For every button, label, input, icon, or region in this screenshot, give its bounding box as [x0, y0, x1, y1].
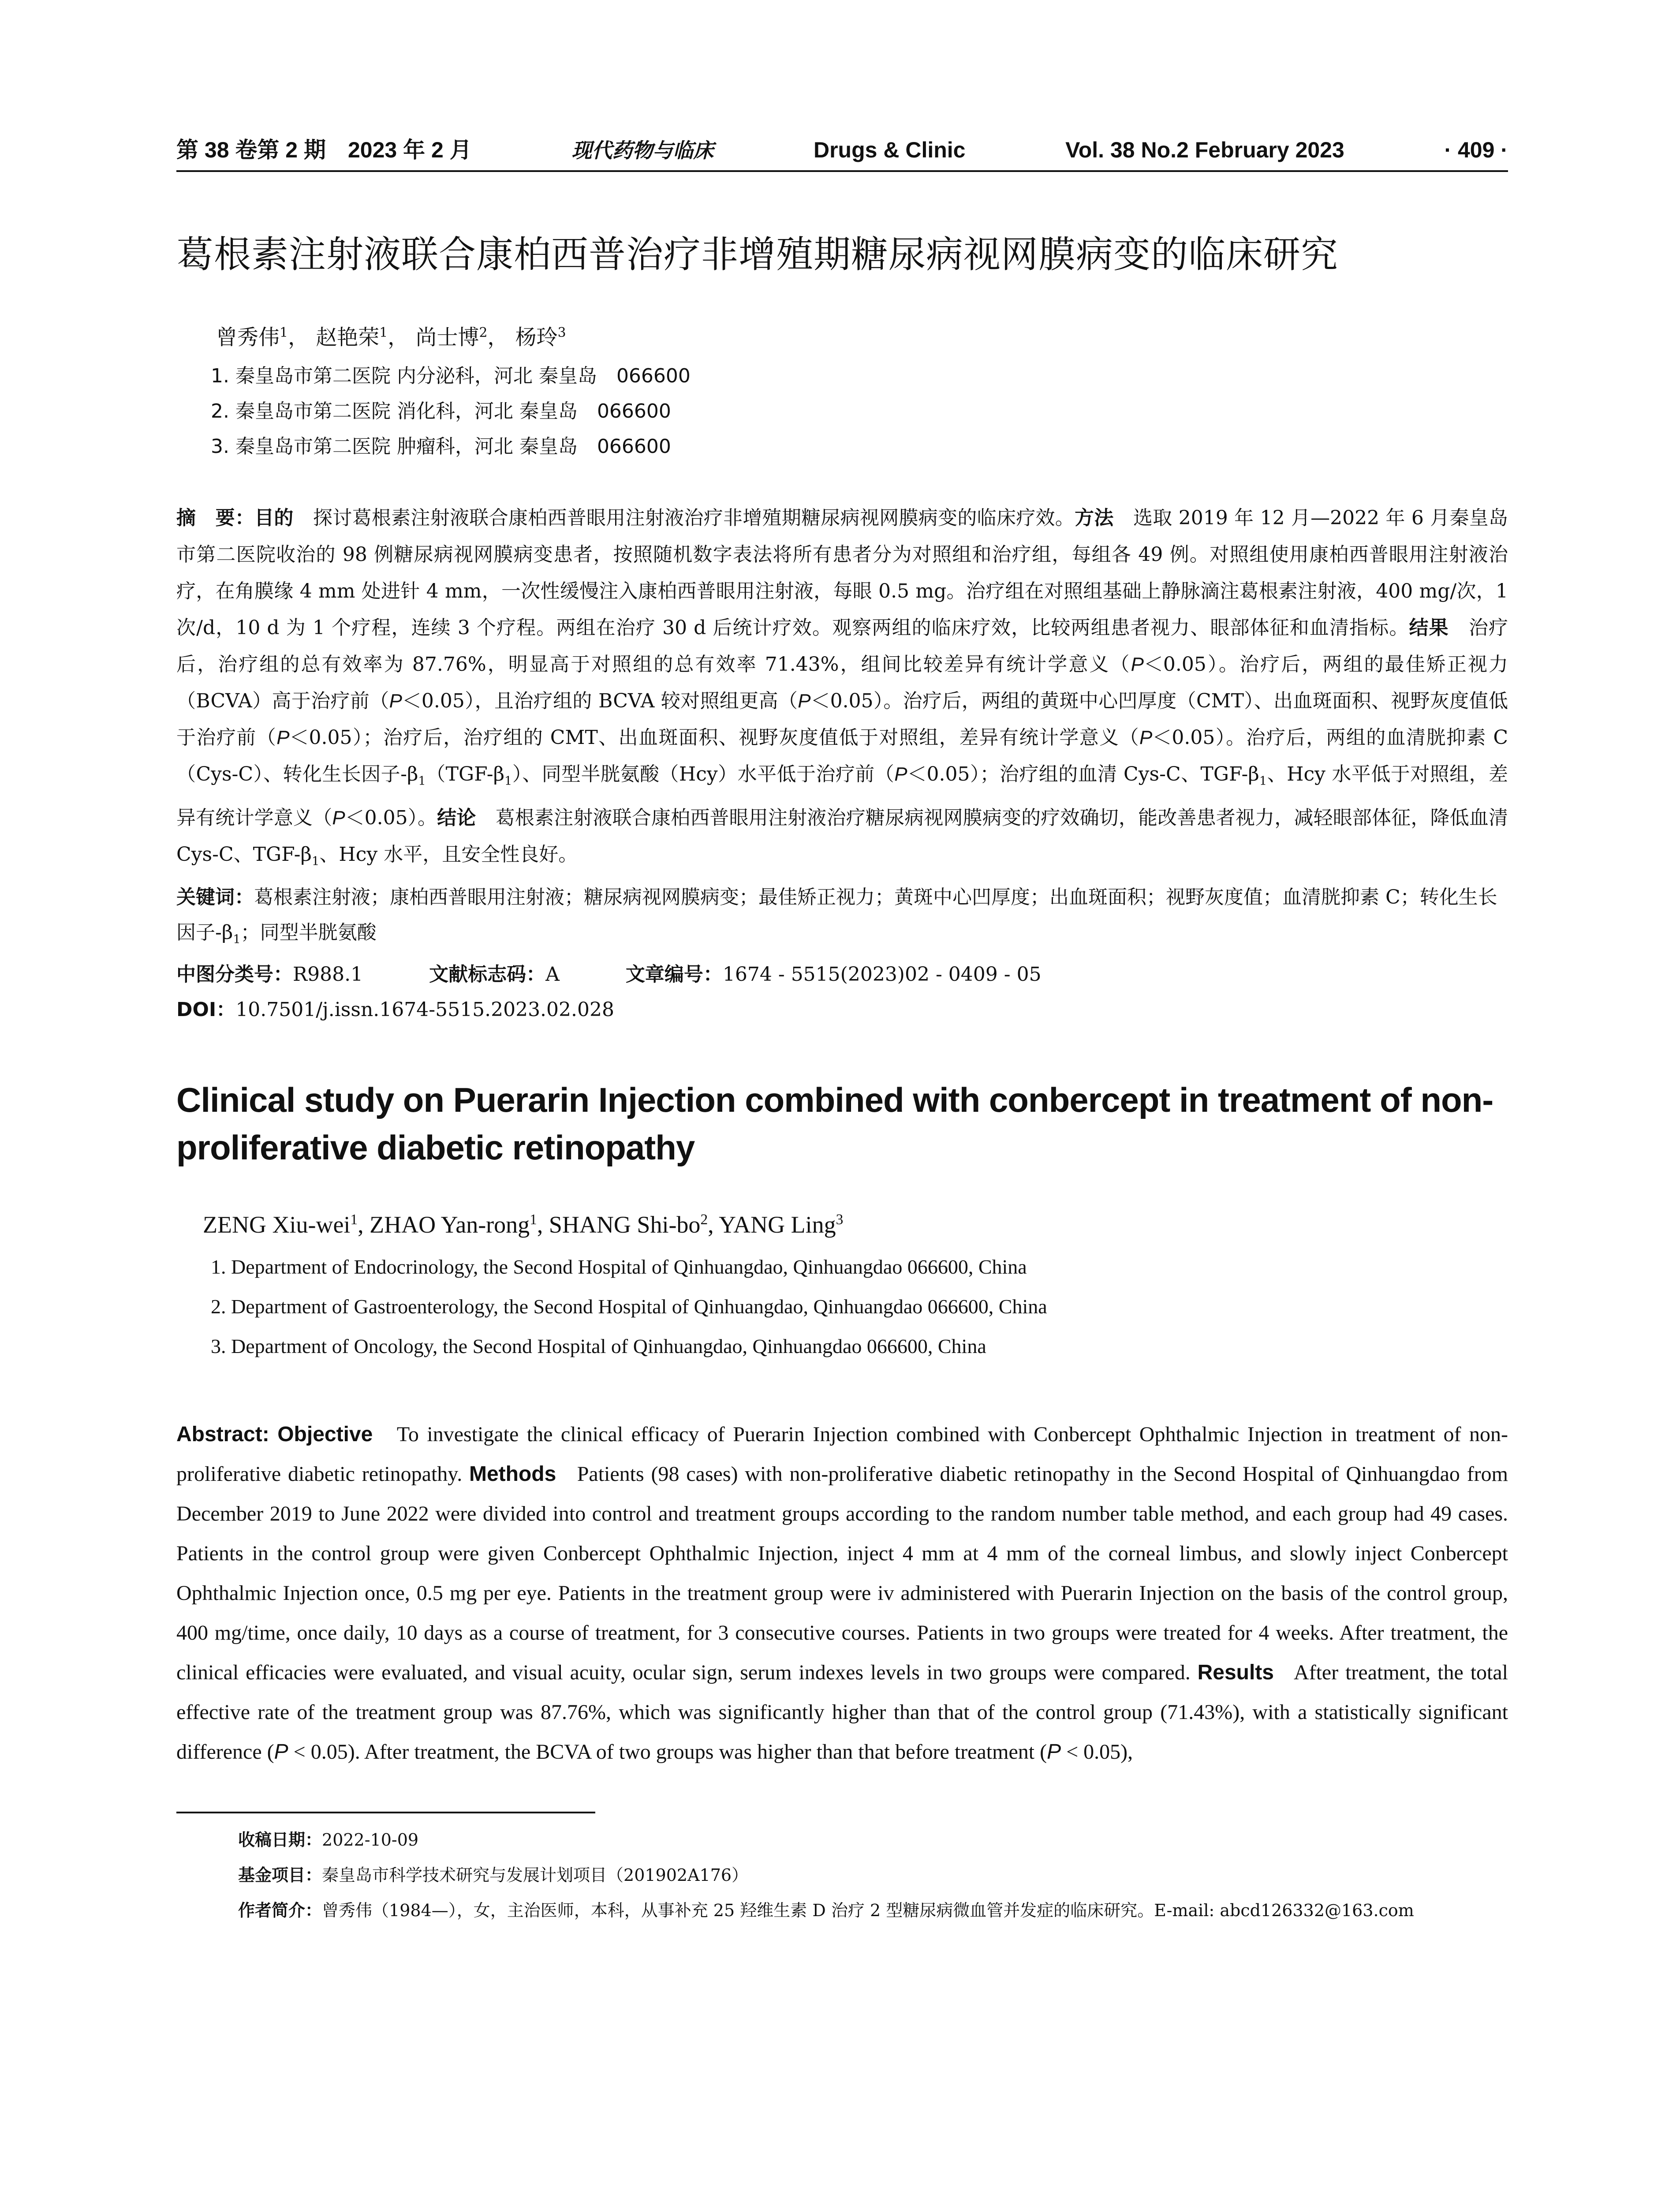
affiliations-en: [176, 1247, 1508, 1366]
abstract-cn: [176, 500, 1508, 880]
footnote-label: 作者简介：: [238, 1901, 322, 1921]
author-name: 尚士博: [415, 325, 479, 350]
objective-label: 目的: [254, 507, 294, 529]
abstract-en: [176, 1415, 1508, 1772]
p-value-symbol: P: [332, 807, 345, 829]
author-sup: 3: [557, 325, 566, 340]
subscript: 1: [504, 774, 512, 788]
abstract-label: 摘 要：: [176, 507, 255, 529]
objective-text: To investigate the clinical efficacy of Puerarin Injection combined with Conbercept Ophthalmic Injection in treatment of non-proliferative diabetic retinopathy.: [176, 1423, 1508, 1486]
abstract-label: Abstract:: [176, 1423, 269, 1446]
keywords-text: ；同型半胱氨酸: [240, 921, 377, 944]
keywords-label: 关键词：: [176, 886, 254, 908]
subscript: 1: [312, 854, 320, 868]
conclusion-label: 结论: [437, 807, 476, 829]
author-sup: 2: [479, 325, 488, 340]
author-sup: 3: [836, 1211, 844, 1228]
footnote-author-bio: [238, 1893, 1508, 1928]
methods-label: Methods: [469, 1462, 556, 1486]
footnote-text: 秦皇岛市科学技术研究与发展计划项目（201902A176）: [322, 1865, 749, 1885]
methods-text: Patients (98 cases) with non-proliferative diabetic retinopathy in the Second Hospital of Qinhuangdao from December 2019 to June 2022 were divided into control and treatment groups according to the random number table method, and each group had 49 cases. Patients in the control group were given Conbercept Ophthalmic Injection, inject 4 mm at 4 mm of the corneal limbus, and slowly inject Conbercept Ophthalmic Injection once, 0.5 mg per eye. Patients in the treatment group were iv administered with Puerarin Injection on the basis of the control group, 400 mg/time, once daily, 10 days as a course of treatment, for 3 consecutive courses. Patients in two groups were treated for 4 weeks. After treatment, the clinical efficacies were evaluated, and visual acuity, ocular sign, serum indexes levels in two groups were compared.: [176, 1462, 1508, 1685]
conclusion-text: 、Hcy 水平，且安全性良好。: [319, 843, 578, 866]
author-name: 赵艳荣: [316, 325, 380, 350]
methods-text: 选取 2019 年 12 月—2022 年 6 月秦皇岛市第二医院收治的 98 例糖尿病视网膜病变患者，按照随机数字表法将所有患者分为对照组和治疗组，每组各 49 例。对照组使用康柏西普眼用注射液治疗，在角膜缘 4 mm 处进针 4 mm，一次性缓慢注入康柏西普眼用注射液，每眼 0.5 mg。治疗组在对照组基础上静脉滴注葛根素注射液，400 mg/次，1 次/d，10 d 为 1 个疗程，连续 3 个疗程。两组在治疗 30 d 后统计疗效。观察两组的临床疗效，比较两组患者视力、眼部体征和血清指标。: [176, 507, 1508, 639]
affiliation: 2. Department of Gastroenterology, the Second Hospital of Qinhuangdao, Qinhuangdao 066600, China: [211, 1295, 1047, 1318]
affiliation: 3. 秦皇岛市第二医院 肿瘤科，河北 秦皇岛 066600: [211, 435, 671, 458]
footnote-label: 收稿日期：: [238, 1830, 322, 1850]
issue-en: Vol. 38 No.2 February 2023: [1065, 138, 1344, 162]
affiliation: 2. 秦皇岛市第二医院 消化科，河北 秦皇岛 066600: [211, 400, 671, 422]
footnote-text: 曾秀伟（1984—），女，主治医师，本科，从事补充 25 羟维生素 D 治疗 2 型糖尿病微血管并发症的临床研究。E-mail: abcd126332@163.com: [322, 1901, 1414, 1921]
keywords-cn: [176, 880, 1508, 957]
results-text: ＜0.05）。治疗后，两组的黄斑中心凹厚度（CMT）、出血斑面积、视野灰度值低于治疗前（: [176, 690, 1508, 749]
classification-line: [176, 957, 1508, 992]
results-text: ＜0.05），且治疗组的 BCVA 较对照组更高（: [402, 690, 798, 712]
results-text: < 0.05). After treatment, the BCVA of two groups was higher than that before treatment (: [288, 1740, 1047, 1764]
author-sup: 2: [700, 1211, 708, 1228]
results-text: ）、同型半胱氨酸（Hcy）水平低于治疗前（: [512, 763, 895, 785]
journal-name-cn: 现代药物与临床: [571, 138, 714, 162]
results-text: （TGF-β: [426, 763, 505, 785]
p-value-symbol: P: [1131, 654, 1144, 675]
author-sup: 1: [379, 325, 388, 340]
author-sup: 1: [280, 325, 288, 340]
page-number: · 409 ·: [1444, 138, 1508, 162]
results-text: 、Hcy 水平低于对照组，差异有统计学意义（: [176, 763, 1508, 829]
footnote-received: [238, 1822, 1508, 1857]
title-en: Clinical study on Puerarin Injection combined with conbercept in treatment of non-proliferative diabetic retinopathy: [176, 1080, 1493, 1167]
author-name: YANG Ling: [719, 1211, 836, 1238]
affiliation: 1. 秦皇岛市第二医院 内分泌科，河北 秦皇岛 066600: [211, 365, 691, 387]
author-name: 曾秀伟: [216, 325, 280, 350]
footnote-funding: [238, 1857, 1508, 1893]
subscript: 1: [1259, 774, 1267, 788]
results-text: 治疗后，治疗组的总有效率为 87.76%，明显高于对照组的总有效率 71.43%，组间比较差异有统计学意义（: [176, 617, 1508, 676]
author-sup: 1: [530, 1211, 537, 1228]
authors-en: ZENG Xiu-wei$^1$, ZHAO Yan-rong$^1$, SHANG Shi-$bo^2$, YANG Ling$^3$: [203, 1211, 844, 1238]
clc-label: 中图分类号：: [176, 963, 293, 986]
methods-label: 方法: [1075, 507, 1114, 529]
author-name: 杨玲: [515, 325, 558, 350]
paper-page: [176, 132, 1508, 1928]
results-text: ＜0.05）；治疗组的血清 Cys-C、TGF-β: [907, 763, 1259, 785]
running-header: [176, 132, 1508, 172]
author-sup: 1: [350, 1211, 358, 1228]
keywords-text: 葛根素注射液；康柏西普眼用注射液；糖尿病视网膜病变；最佳矫正视力；黄斑中心凹厚度；出血斑面积；视野灰度值；血清胱抑素 C；转化生长因子-β: [176, 886, 1497, 944]
results-text: ＜0.05）。治疗后，两组的最佳矫正视力（BCVA）高于治疗前（: [176, 653, 1508, 712]
clc-value: R988.1: [293, 963, 363, 986]
results-label: 结果: [1409, 617, 1449, 639]
title-cn: 葛根素注射液联合康柏西普治疗非增殖期糖尿病视网膜病变的临床研究: [176, 233, 1339, 276]
author-name: ZENG Xiu-wei: [203, 1211, 351, 1238]
objective-text: 探讨葛根素注射液联合康柏西普眼用注射液治疗非增殖期糖尿病视网膜病变的临床疗效。: [313, 507, 1075, 529]
footnotes: [238, 1822, 1508, 1928]
p-value-symbol: P: [1139, 727, 1153, 748]
doc-code-label: 文献标志码：: [429, 963, 546, 986]
article-no-label: 文章编号：: [625, 963, 723, 986]
results-text: ＜0.05）。治疗后，两组的血清胱抑素 C（Cys-C）、转化生长因子-β: [176, 726, 1508, 785]
authors-cn: 曾秀伟$^1$， 赵艳荣$^1$， 尚士博$^2$， 杨玲$^3$: [216, 325, 566, 350]
affiliation: 1. Department of Endocrinology, the Second Hospital of Qinhuangdao, Qinhuangdao 066600, China: [211, 1256, 1027, 1278]
footnote-text: 2022-10-09: [322, 1830, 419, 1850]
doi-value[interactable]: 10.7501/j.issn.1674-5515.2023.02.028: [235, 998, 614, 1021]
p-value-symbol: P: [798, 690, 811, 712]
p-value-symbol: P: [1047, 1740, 1061, 1764]
results-text: ＜0.05）；治疗后，治疗组的 CMT、出血斑面积、视野灰度值低于对照组，差异有统计学意义（: [289, 726, 1140, 749]
p-value-symbol: P: [274, 1740, 288, 1764]
subscript: 1: [418, 774, 426, 788]
doc-code-value: A: [545, 963, 560, 986]
footnote-divider: [176, 1812, 595, 1813]
p-value-symbol: P: [276, 727, 290, 748]
conclusion-text: 葛根素注射液联合康柏西普眼用注射液治疗糖尿病视网膜病变的疗效确切，能改善患者视力，减轻眼部体征，降低血清 Cys-C、TGF-β: [176, 806, 1508, 866]
article-no-value: 1674 - 5515(2023)02 - 0409 - 05: [722, 963, 1042, 986]
doi-line: [176, 992, 1508, 1028]
results-text: ＜0.05）。: [345, 806, 437, 829]
author-name: ZHAO Yan-rong: [370, 1211, 530, 1238]
results-label: Results: [1197, 1661, 1274, 1685]
p-value-symbol: P: [894, 763, 907, 785]
issue-cn: 第 38 卷第 2 期 2023 年 2 月: [176, 138, 472, 162]
journal-name-en: Drugs & Clinic: [813, 138, 966, 162]
results-text: < 0.05),: [1061, 1740, 1133, 1764]
results-text: After treatment, the total effective rate of the treatment group was 87.76%, which was significantly higher than that of the control group (71.43%), with a statistically significant difference (: [176, 1661, 1508, 1764]
objective-label: Objective: [277, 1423, 373, 1446]
affiliations-cn: [176, 359, 1508, 464]
doi-label: DOI：: [176, 998, 236, 1021]
affiliation: 3. Department of Oncology, the Second Hospital of Qinhuangdao, Qinhuangdao 066600, China: [211, 1335, 986, 1358]
author-name: SHANG Shi-bo: [549, 1211, 701, 1238]
subscript: 1: [233, 932, 241, 946]
footnote-label: 基金项目：: [238, 1865, 322, 1885]
p-value-symbol: P: [389, 690, 402, 712]
